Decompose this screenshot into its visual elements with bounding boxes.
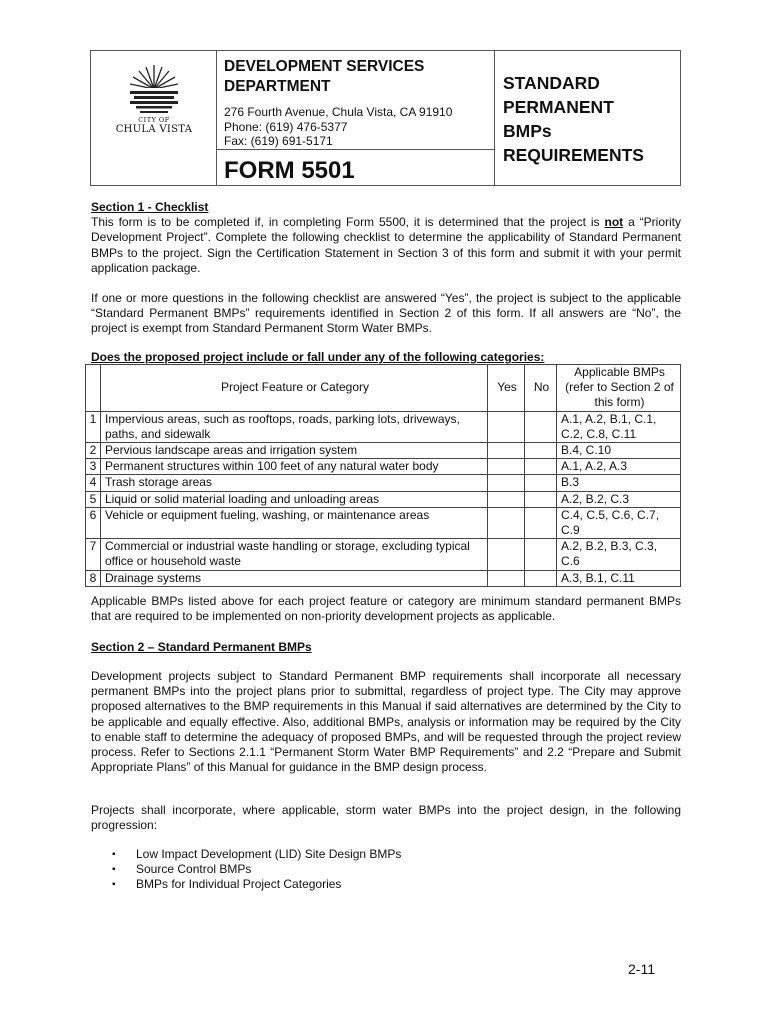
row-number: 1 <box>86 411 101 442</box>
row-bmps: A.2, B.2, B.3, C.3, C.6 <box>557 539 681 570</box>
checklist-rows <box>86 411 681 586</box>
form-number: FORM 5501 <box>224 157 355 184</box>
section-2-heading: Section 2 – Standard Permanent BMPs <box>91 640 312 654</box>
row-number: 5 <box>86 491 101 507</box>
col-header-feature: Project Feature or Category <box>101 365 488 412</box>
table-row <box>86 570 681 586</box>
bmp-progression-list <box>112 847 401 893</box>
row-feature: Pervious landscape areas and irrigation system <box>101 443 488 459</box>
table-header-row <box>86 365 681 412</box>
row-no-checkbox[interactable] <box>525 570 557 586</box>
row-yes-checkbox[interactable] <box>488 443 525 459</box>
section-2-paragraph-2: Projects shall incorporate, where applicable, storm water BMPs into the project design, in the following progression: <box>91 803 681 833</box>
table-row <box>86 411 681 442</box>
row-yes-checkbox[interactable] <box>488 570 525 586</box>
logo-city-of: CITY OF <box>138 116 170 124</box>
row-yes-checkbox[interactable] <box>488 411 525 442</box>
row-yes-checkbox[interactable] <box>488 475 525 491</box>
row-bmps: A.3, B.1, C.11 <box>557 570 681 586</box>
section-1 <box>91 200 681 276</box>
after-table-paragraph: Applicable BMPs listed above for each project feature or category are minimum standard permanent BMPs that are required to be implemented on non-priority development projects as applicable. <box>91 594 681 624</box>
city-seal-icon <box>113 63 195 117</box>
row-yes-checkbox[interactable] <box>488 491 525 507</box>
col-header-bmps: Applicable BMPs (refer to Section 2 of this form) <box>557 365 681 412</box>
address: 276 Fourth Avenue, Chula Vista, CA 91910 <box>224 105 453 119</box>
table-row <box>86 443 681 459</box>
row-number: 3 <box>86 459 101 475</box>
row-no-checkbox[interactable] <box>525 411 557 442</box>
row-number: 7 <box>86 539 101 570</box>
row-number: 2 <box>86 443 101 459</box>
row-bmps: B.3 <box>557 475 681 491</box>
row-bmps: B.4, C.10 <box>557 443 681 459</box>
row-yes-checkbox[interactable] <box>488 507 525 538</box>
list-item: ▪ BMPs for Individual Project Categories <box>112 877 401 892</box>
row-feature: Drainage systems <box>101 570 488 586</box>
page-number: 2-11 <box>628 961 655 977</box>
row-no-checkbox[interactable] <box>525 491 557 507</box>
chula-vista-logo <box>113 63 195 143</box>
row-yes-checkbox[interactable] <box>488 459 525 475</box>
row-feature: Permanent structures within 100 feet of any natural water body <box>101 459 488 475</box>
row-no-checkbox[interactable] <box>525 475 557 491</box>
department-contact <box>224 105 452 149</box>
section-1-paragraph-2: If one or more questions in the following checklist are answered “Yes”, the project is subject to the applicable “Standard Permanent BMPs” requirements identified in Section 2 of this form. If all answers are “No”, the project is exempt from Standard Permanent Storm Water BMPs. <box>91 291 681 336</box>
row-number: 6 <box>86 507 101 538</box>
list-item: ▪ Source Control BMPs <box>112 862 401 877</box>
row-bmps: C.4, C.5, C.6, C.7, C.9 <box>557 507 681 538</box>
table-row <box>86 475 681 491</box>
row-number: 8 <box>86 570 101 586</box>
table-row <box>86 539 681 570</box>
list-item: ▪ Low Impact Development (LID) Site Design BMPs <box>112 847 401 862</box>
phone: Phone: (619) 476-5377 <box>224 119 348 134</box>
row-no-checkbox[interactable] <box>525 539 557 570</box>
col-header-no: No <box>525 365 557 412</box>
row-feature: Vehicle or equipment fueling, washing, or maintenance areas <box>101 507 488 538</box>
row-feature: Trash storage areas <box>101 475 488 491</box>
department-name: DEVELOPMENT SERVICES DEPARTMENT <box>224 58 425 95</box>
form-title: STANDARD PERMANENT BMPs REQUIREMENTS <box>503 73 644 165</box>
row-bmps: A.1, A.2, B.1, C.1, C.2, C.8, C.11 <box>557 411 681 442</box>
row-feature: Liquid or solid material loading and unloading areas <box>101 491 488 507</box>
row-feature: Impervious areas, such as rooftops, roads, parking lots, driveways, paths, and sidewalk <box>101 411 488 442</box>
fax: Fax: (619) 691-5171 <box>224 134 333 148</box>
checklist-table <box>85 364 681 587</box>
section-2-paragraph-1: Development projects subject to Standard Permanent BMP requirements shall incorporate all necessary permanent BMPs into the project plans prior to submittal, regardless of project type. The City may approve proposed alternatives to the BMP requirements in this Manual if said alternatives are determined by the City to be applicable and equally effective. Also, additional BMPs, analysis or information may be required by the City to enable staff to determine the adequacy of proposed BMPs, and will be requested through the project review process. Refer to Sections 2.1.1 “Permanent Storm Water BMP Requirements” and 2.2 “Prepare and Submit Appropriate Plans” of this Manual for guidance in the BMP design process. <box>91 669 681 775</box>
row-bmps: A.2, B.2, C.3 <box>557 491 681 507</box>
row-number: 4 <box>86 475 101 491</box>
row-no-checkbox[interactable] <box>525 443 557 459</box>
table-row <box>86 491 681 507</box>
row-no-checkbox[interactable] <box>525 459 557 475</box>
row-bmps: A.1, A.2, A.3 <box>557 459 681 475</box>
table-row <box>86 459 681 475</box>
col-header-yes: Yes <box>488 365 525 412</box>
row-yes-checkbox[interactable] <box>488 539 525 570</box>
table-row <box>86 507 681 538</box>
row-no-checkbox[interactable] <box>525 507 557 538</box>
section-1-paragraph-1: This form is to be completed if, in completing Form 5500, it is determined that the project is not a “Priority Development Project”. Complete the following checklist to determine the applicability of Standard Permanent BMPs to the project. Sign the Certification Statement in Section 3 of this form and submit it with your permit application package. <box>91 215 681 275</box>
section-1-heading: Section 1 - Checklist <box>91 200 209 214</box>
row-feature: Commercial or industrial waste handling or storage, excluding typical office or household waste <box>101 539 488 570</box>
form-header <box>90 50 681 186</box>
logo-city-name: CHULA VISTA <box>115 124 193 135</box>
checklist-question: Does the proposed project include or fall under any of the following categories: <box>91 350 545 364</box>
